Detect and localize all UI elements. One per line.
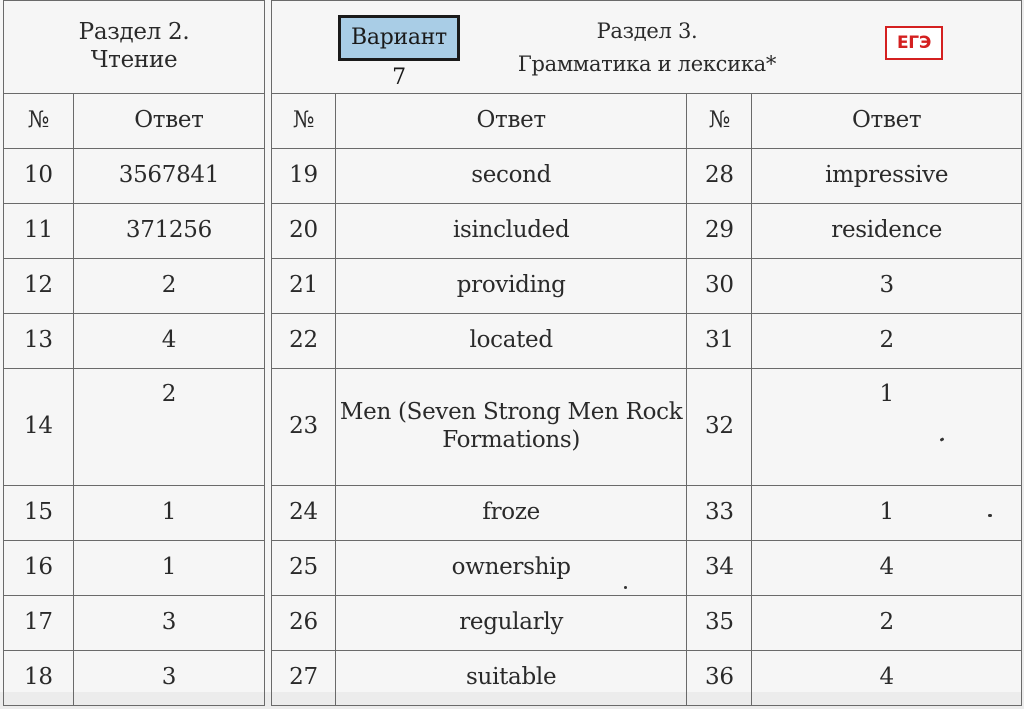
table-row bbox=[4, 651, 265, 706]
question-number: 11 bbox=[4, 204, 74, 259]
question-number: 18 bbox=[4, 651, 74, 706]
section2-header bbox=[4, 1, 265, 94]
scan-speck bbox=[988, 514, 992, 517]
answer-cell: 1 bbox=[752, 369, 1022, 486]
table-row bbox=[272, 486, 1022, 541]
answer-cell: 4 bbox=[752, 541, 1022, 596]
answer-cell: ownership bbox=[335, 541, 687, 596]
question-number: 26 bbox=[272, 596, 336, 651]
question-number: 25 bbox=[272, 541, 336, 596]
answer-cell: 2 bbox=[73, 369, 264, 486]
answer-cell: 4 bbox=[752, 651, 1022, 706]
question-number: 12 bbox=[4, 259, 74, 314]
answer-cell: froze bbox=[335, 486, 687, 541]
table-row bbox=[272, 596, 1022, 651]
question-number: 30 bbox=[687, 259, 752, 314]
table-row bbox=[4, 259, 265, 314]
col-header-num: № bbox=[4, 94, 74, 149]
section3-table bbox=[271, 0, 1022, 706]
col-header-num: № bbox=[687, 94, 752, 149]
table-row bbox=[4, 314, 265, 369]
answer-cell: residence bbox=[752, 204, 1022, 259]
question-number: 29 bbox=[687, 204, 752, 259]
table-row bbox=[4, 486, 265, 541]
answer-cell: 2 bbox=[73, 259, 264, 314]
answer-cell: 371256 bbox=[73, 204, 264, 259]
question-number: 28 bbox=[687, 149, 752, 204]
answer-cell: second bbox=[335, 149, 687, 204]
answer-cell: located bbox=[335, 314, 687, 369]
col-header-answer: Ответ bbox=[752, 94, 1022, 149]
answer-cell: 1 bbox=[752, 486, 1022, 541]
section3-title: Раздел 3. bbox=[596, 19, 698, 43]
answer-cell: isincluded bbox=[335, 204, 687, 259]
section2-table bbox=[3, 0, 265, 706]
section3-header bbox=[272, 1, 1022, 94]
table-row bbox=[272, 369, 1022, 486]
answer-cell: 3 bbox=[752, 259, 1022, 314]
section3-subtitle: Грамматика и лексика* bbox=[517, 51, 777, 76]
section2-subtitle: Чтение bbox=[90, 47, 178, 73]
question-number: 31 bbox=[687, 314, 752, 369]
question-number: 22 bbox=[272, 314, 336, 369]
table-row bbox=[272, 259, 1022, 314]
question-number: 20 bbox=[272, 204, 336, 259]
answer-cell: 2 bbox=[752, 596, 1022, 651]
section2-title: Раздел 2. bbox=[78, 19, 190, 46]
answer-cell: 2 bbox=[752, 314, 1022, 369]
table-row bbox=[272, 204, 1022, 259]
question-number: 15 bbox=[4, 486, 74, 541]
question-number: 14 bbox=[4, 369, 74, 486]
table-row bbox=[4, 149, 265, 204]
question-number: 27 bbox=[272, 651, 336, 706]
question-number: 16 bbox=[4, 541, 74, 596]
answer-cell bbox=[335, 369, 687, 486]
answer-cell: impressive bbox=[752, 149, 1022, 204]
answer-line: Formations) bbox=[442, 427, 581, 453]
question-number: 35 bbox=[687, 596, 752, 651]
question-number: 33 bbox=[687, 486, 752, 541]
answer-cell: 4 bbox=[73, 314, 264, 369]
question-number: 19 bbox=[272, 149, 336, 204]
question-number: 21 bbox=[272, 259, 336, 314]
question-number: 32 bbox=[687, 369, 752, 486]
col-header-answer: Ответ bbox=[335, 94, 687, 149]
question-number: 36 bbox=[687, 651, 752, 706]
col-header-num: № bbox=[272, 94, 336, 149]
answer-cell: regularly bbox=[335, 596, 687, 651]
answer-cell: 3 bbox=[73, 651, 264, 706]
table-row bbox=[272, 541, 1022, 596]
answer-cell: 3 bbox=[73, 596, 264, 651]
table-row bbox=[4, 541, 265, 596]
table-row bbox=[272, 314, 1022, 369]
scan-speck bbox=[624, 586, 627, 589]
question-number: 13 bbox=[4, 314, 74, 369]
col-header-answer: Ответ bbox=[73, 94, 264, 149]
question-number: 10 bbox=[4, 149, 74, 204]
answer-line: Men (Seven Strong Men Rock bbox=[339, 399, 683, 426]
answer-cell: 1 bbox=[73, 541, 264, 596]
answer-cell: suitable bbox=[335, 651, 687, 706]
table-row bbox=[272, 651, 1022, 706]
ege-badge: ЕГЭ bbox=[885, 26, 943, 60]
question-number: 23 bbox=[272, 369, 336, 486]
table-row bbox=[4, 369, 265, 486]
answer-cell: 1 bbox=[73, 486, 264, 541]
question-number: 34 bbox=[687, 541, 752, 596]
table-row bbox=[272, 149, 1022, 204]
question-number: 17 bbox=[4, 596, 74, 651]
variant-label: Вариант 7 bbox=[338, 15, 460, 61]
table-row bbox=[4, 596, 265, 651]
answer-cell: 3567841 bbox=[73, 149, 264, 204]
table-row bbox=[4, 204, 265, 259]
question-number: 24 bbox=[272, 486, 336, 541]
answer-cell: providing bbox=[335, 259, 687, 314]
